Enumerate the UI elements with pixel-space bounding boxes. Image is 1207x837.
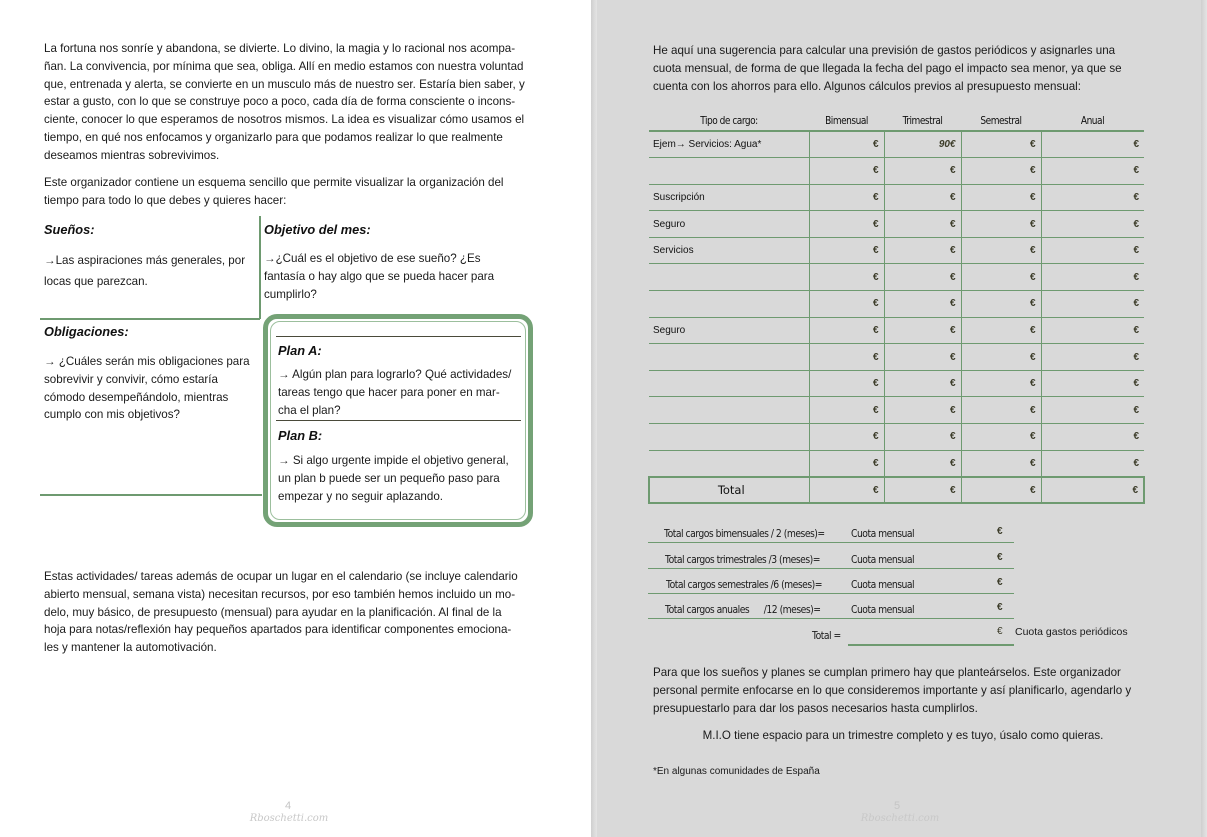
charge-type-cell[interactable]: Ejem→ Servicios: Agua* (649, 131, 809, 158)
anual-amount-cell[interactable]: € (1041, 184, 1144, 211)
charge-type-cell[interactable] (649, 370, 809, 397)
trimestral-amount-cell[interactable]: € (884, 158, 961, 185)
plan-rule (276, 336, 521, 337)
text-line: →Las aspiraciones más generales, por (44, 254, 246, 267)
anual-amount-cell[interactable]: € (1041, 131, 1144, 158)
charge-type-cell[interactable]: Servicios (649, 237, 809, 264)
table-row (649, 158, 1144, 185)
charge-type-cell[interactable] (649, 291, 809, 318)
anual-amount-cell[interactable]: € (1041, 477, 1144, 504)
bimensual-amount-cell[interactable]: € (809, 291, 884, 318)
quota-row-semestral (648, 572, 1014, 594)
text-line: → ¿Cuáles serán mis obligaciones para (44, 355, 250, 368)
anual-amount-cell[interactable]: € (1041, 344, 1144, 371)
semestral-amount-cell[interactable]: € (961, 158, 1041, 185)
table-row (649, 131, 1144, 158)
quota-mid: Cuota mensual (851, 527, 915, 540)
text-line: cumplirlo? (264, 287, 317, 301)
table-row (649, 424, 1144, 451)
bimensual-amount-cell[interactable]: € (809, 344, 884, 371)
divider-horizontal (40, 318, 260, 320)
semestral-amount-cell[interactable]: € (961, 291, 1041, 318)
objetivo-text (264, 250, 534, 303)
quota-label: Total cargos trimestrales /3 (meses)= (665, 553, 820, 566)
charge-type-cell[interactable]: Seguro (649, 211, 809, 238)
text-line: que, entrenada y alerta, se convierte en un musculo más de nuestro ser. Estaría bien saber, y (44, 77, 525, 91)
bimensual-amount-cell[interactable]: € (809, 450, 884, 477)
text-line: Estas actividades/ tareas además de ocupar un lugar en el calendario (se incluye calendario (44, 570, 518, 583)
anual-amount-cell[interactable]: € (1041, 211, 1144, 238)
quota-row-bimensual (648, 521, 1014, 543)
divider-vertical (259, 216, 261, 319)
anual-amount-cell[interactable]: € (1041, 450, 1144, 477)
semestral-amount-cell[interactable]: € (961, 370, 1041, 397)
total-label: Total (649, 477, 809, 504)
trimestral-amount-cell[interactable]: € (884, 291, 961, 318)
text-line: les y mantener la automotivación. (44, 641, 217, 655)
semestral-amount-cell[interactable]: € (961, 397, 1041, 424)
charge-type-cell[interactable] (649, 424, 809, 451)
text-line: delo, muy básico, de presupuesto (mensual) para ayudar en la planificación. Al final de la (44, 605, 502, 619)
organizer-intro (44, 174, 544, 210)
semestral-amount-cell[interactable]: € (961, 450, 1041, 477)
plan-b-title: Plan B: (278, 428, 323, 443)
page-number: 5 (893, 800, 901, 812)
quota-row-anual (648, 597, 1014, 619)
table-row (649, 450, 1144, 477)
text-line: presupuestarlo para dar los pasos necesarios hasta cumplirlos. (653, 701, 978, 715)
table-row (649, 237, 1144, 264)
table-row (649, 317, 1144, 344)
quota-euro[interactable]: € (997, 552, 1003, 563)
plan-a-text (278, 366, 523, 419)
anual-amount-cell[interactable]: € (1041, 317, 1144, 344)
footnote: *En algunas comunidades de España (653, 766, 820, 777)
text-line: tareas tengo que hacer para poner en mar- (278, 385, 500, 399)
trimestral-amount-cell[interactable]: € (884, 424, 961, 451)
anual-amount-cell[interactable]: € (1041, 264, 1144, 291)
table-total-row (649, 477, 1144, 504)
anual-amount-cell[interactable]: € (1041, 237, 1144, 264)
budget-intro-paragraph (653, 42, 1153, 95)
quota-label: Total cargos anuales /12 (meses)= (665, 603, 821, 616)
text-line: abierto mensual, semana vista) necesitan recursos, por eso también hemos incluido un mo- (44, 587, 516, 601)
bimensual-amount-cell[interactable]: € (809, 397, 884, 424)
table-row (649, 211, 1144, 238)
budget-closing-paragraph (653, 664, 1153, 717)
text-line: deseamos mientras sobrevivimos. (44, 148, 220, 162)
text-line: un plan b puede ser un pequeño paso para (278, 471, 500, 485)
text-line: ñan. La convivencia, por mínima que sea, obliga. Allí en medio estamos con nuestra voluntad (44, 59, 524, 73)
table-row (649, 344, 1144, 371)
quota-label: Total cargos semestrales /6 (meses)= (666, 578, 822, 591)
semestral-amount-cell[interactable]: € (961, 131, 1041, 158)
table-row (649, 184, 1144, 211)
closing-paragraph (44, 568, 544, 657)
header-trimestral: Trimestral (891, 110, 954, 131)
suenos-title: Sueños: (44, 222, 95, 237)
mio-line: M.I.O tiene espacio para un trimestre completo y es tuyo, úsalo como quieras. (702, 729, 1104, 742)
plan-rule (276, 420, 521, 421)
quota-euro[interactable]: € (997, 577, 1003, 588)
charge-type-cell[interactable]: Suscripción (649, 184, 809, 211)
anual-amount-cell[interactable]: € (1041, 370, 1144, 397)
table-header-row (649, 110, 1144, 131)
trimestral-amount-cell[interactable]: € (884, 317, 961, 344)
objetivo-title: Objetivo del mes: (264, 222, 371, 237)
charge-type-cell[interactable] (649, 397, 809, 424)
semestral-amount-cell[interactable]: € (961, 477, 1041, 504)
trimestral-amount-cell[interactable]: € (884, 237, 961, 264)
divider-horizontal (40, 494, 262, 496)
text-line: La fortuna nos sonríe y abandona, se divierte. Lo divino, la magia y lo racional nos acompa- (44, 42, 516, 55)
semestral-amount-cell[interactable]: € (961, 424, 1041, 451)
table-row (649, 397, 1144, 424)
semestral-amount-cell[interactable]: € (961, 344, 1041, 371)
page-4 (0, 0, 591, 837)
text-line: empezar y no seguir aplazando. (278, 489, 443, 503)
charge-type-cell[interactable]: Seguro (649, 317, 809, 344)
charge-type-cell[interactable] (649, 158, 809, 185)
page-gutter (591, 0, 597, 837)
trimestral-amount-cell[interactable]: € (884, 397, 961, 424)
text-line: fantasía o hay algo que se pueda hacer para (264, 269, 495, 283)
quota-label: Total cargos bimensuales / 2 (meses)= (664, 527, 825, 540)
quota-total-label-wrap (812, 626, 846, 644)
plan-b-text (278, 452, 523, 505)
plan-a-title: Plan A: (278, 343, 322, 358)
text-line: tiempo, en qué nos enfocamos y organizarlo para que podamos realizar lo que realmente (44, 130, 503, 144)
trimestral-amount-cell[interactable]: € (884, 264, 961, 291)
quota-total-label: Total = (812, 629, 841, 642)
text-line: cha el plan? (278, 403, 341, 417)
text-line: tiempo para todo lo que debes y quieres hacer: (44, 193, 287, 207)
quota-euro[interactable]: € (997, 602, 1003, 613)
page-edge (1201, 0, 1207, 837)
text-line: ciente, conocer lo que esperamos de nosotros mismos. La idea es visualizar cómo usamos el (44, 113, 525, 127)
bimensual-amount-cell[interactable]: € (809, 264, 884, 291)
header-semestral: Semestral (968, 110, 1034, 131)
anual-amount-cell[interactable]: € (1041, 424, 1144, 451)
text-line: sobrevivir y convivir, cómo estaría (44, 372, 218, 386)
text-line: estar a gusto, con lo que se construye poco a poco, cada día de forma consciente o incons- (44, 95, 516, 109)
text-line: He aquí una sugerencia para calcular una previsión de gastos periódicos y asignarles una (653, 44, 1116, 57)
text-line: locas que parezcan. (44, 275, 148, 288)
quota-mid: Cuota mensual (851, 553, 915, 566)
obligaciones-text (44, 353, 259, 424)
semestral-amount-cell[interactable]: € (961, 317, 1041, 344)
semestral-amount-cell[interactable]: € (961, 264, 1041, 291)
bimensual-amount-cell[interactable]: € (809, 477, 884, 504)
bimensual-amount-cell[interactable]: € (809, 317, 884, 344)
bimensual-amount-cell[interactable]: € (809, 158, 884, 185)
text-line: hoja para notas/reflexión hay pequeños apartados para identificar componentes emociona- (44, 623, 512, 637)
text-line: personal permite enfocarse en lo que consideremos importante y así planificarlo, agendarlo y (653, 683, 1132, 697)
trimestral-amount-cell[interactable]: 90€ (884, 131, 961, 158)
semestral-amount-cell[interactable]: € (961, 237, 1041, 264)
text-line: Para que los sueños y planes se cumplan primero hay que planteárselos. Este organizador (653, 666, 1121, 679)
header-anual: Anual (1050, 110, 1134, 131)
bimensual-amount-cell[interactable]: € (809, 424, 884, 451)
bimensual-amount-cell[interactable]: € (809, 184, 884, 211)
quota-row-trimestral (648, 547, 1014, 569)
intro-paragraph (44, 40, 544, 165)
text-line: → Algún plan para lograrlo? Qué actividades/ (278, 368, 512, 381)
text-line: cómodo desempeñándolo, mientras (44, 390, 229, 404)
text-line: cuenta con los ahorros para ello. Algunos cálculos previos al presupuesto mensual: (653, 79, 1081, 93)
table-row (649, 370, 1144, 397)
quota-total-euro[interactable]: € (997, 626, 1003, 637)
brand-watermark: Rboschetti.com (860, 813, 940, 824)
table-row (649, 264, 1144, 291)
trimestral-amount-cell[interactable]: € (884, 184, 961, 211)
charge-type-cell[interactable] (649, 344, 809, 371)
header-tipo: Tipo de cargo: (663, 110, 794, 131)
anual-amount-cell[interactable]: € (1041, 158, 1144, 185)
bimensual-amount-cell[interactable]: € (809, 211, 884, 238)
text-line: → Si algo urgente impide el objetivo general, (278, 454, 509, 467)
text-line: cuota mensual, de forma de que llegada la fecha del pago el impacto sea menor, ya que se (653, 61, 1122, 75)
text-line: →¿Cuál es el objetivo de ese sueño? ¿Es (264, 252, 481, 265)
bimensual-amount-cell[interactable]: € (809, 131, 884, 158)
charge-type-cell[interactable] (649, 264, 809, 291)
bimensual-amount-cell[interactable]: € (809, 237, 884, 264)
charge-type-cell[interactable] (649, 450, 809, 477)
bimensual-amount-cell[interactable]: € (809, 370, 884, 397)
header-bimensual: Bimensual (816, 110, 878, 131)
trimestral-amount-cell[interactable]: € (884, 477, 961, 504)
trimestral-amount-cell[interactable]: € (884, 370, 961, 397)
text-line: Este organizador contiene un esquema sencillo que permite visualizar la organización del (44, 176, 504, 189)
suenos-text (44, 250, 254, 292)
brand-watermark: Rboschetti.com (249, 813, 329, 824)
anual-amount-cell[interactable]: € (1041, 397, 1144, 424)
periodic-expenses-table (648, 110, 1145, 504)
quota-total-underline (848, 644, 1014, 646)
semestral-amount-cell[interactable]: € (961, 184, 1041, 211)
table-row (649, 291, 1144, 318)
anual-amount-cell[interactable]: € (1041, 291, 1144, 318)
trimestral-amount-cell[interactable]: € (884, 450, 961, 477)
trimestral-amount-cell[interactable]: € (884, 344, 961, 371)
quota-mid: Cuota mensual (851, 603, 915, 616)
page-number: 4 (284, 800, 292, 812)
quota-mid: Cuota mensual (851, 578, 915, 591)
trimestral-amount-cell[interactable]: € (884, 211, 961, 238)
quota-total-note: Cuota gastos periódicos (1015, 626, 1128, 638)
quota-euro[interactable]: € (997, 526, 1003, 537)
obligaciones-title: Obligaciones: (44, 324, 129, 339)
text-line: cumplo con mis objetivos? (44, 408, 180, 422)
semestral-amount-cell[interactable]: € (961, 211, 1041, 238)
